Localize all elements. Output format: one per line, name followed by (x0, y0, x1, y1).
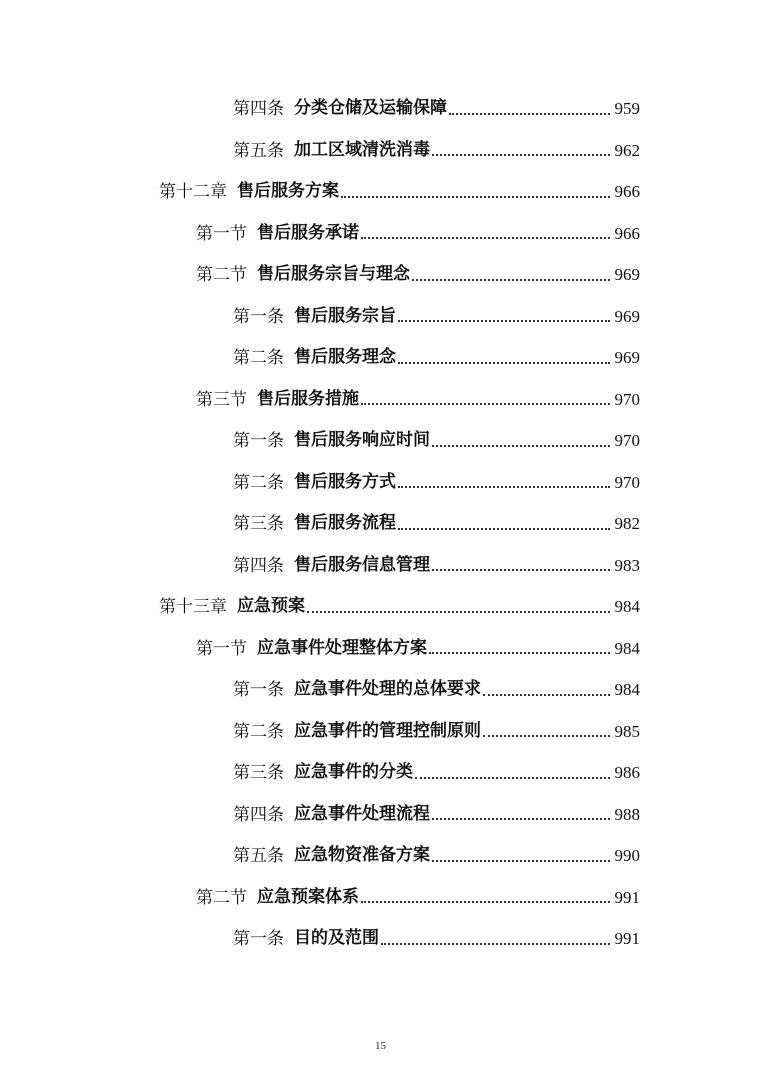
toc-entry-page: 959 (614, 99, 640, 119)
toc-entry-page: 982 (614, 514, 640, 534)
toc-entry-page: 969 (614, 265, 640, 285)
toc-entry[interactable] (0, 337, 761, 379)
toc-entry[interactable] (0, 586, 761, 628)
toc-entry-page: 969 (614, 306, 640, 326)
toc-dot-leader (307, 611, 610, 613)
toc-entry[interactable] (0, 130, 761, 172)
toc-dot-leader (398, 320, 610, 322)
toc-entry-title: 售后服务流程 (294, 513, 396, 534)
toc-entry-title: 售后服务响应时间 (294, 430, 430, 451)
toc-entry-number: 第四条 (233, 555, 284, 575)
toc-entry-number: 第一节 (196, 638, 247, 658)
toc-entry-page: 983 (614, 555, 640, 575)
toc-entry-page: 986 (614, 763, 640, 783)
toc-entry-title: 售后服务宗旨与理念 (257, 264, 410, 285)
toc-entry-number: 第十三章 (159, 597, 227, 617)
toc-entry-number: 第二条 (233, 348, 284, 368)
toc-entry-title: 应急预案体系 (257, 886, 359, 907)
toc-entry-title: 售后服务信息管理 (294, 554, 430, 575)
toc-dot-leader (361, 403, 610, 405)
toc-dot-leader (429, 652, 610, 654)
toc-entry-page: 990 (614, 846, 640, 866)
toc-entry-page: 966 (614, 182, 640, 202)
toc-entry-number: 第一节 (196, 223, 247, 243)
toc-entry[interactable] (0, 171, 761, 213)
toc-entry[interactable] (0, 296, 761, 338)
toc-dot-leader (483, 694, 610, 696)
toc-entry-page: 962 (614, 140, 640, 160)
toc-entry-title: 应急事件处理的总体要求 (294, 679, 481, 700)
toc-dot-leader (361, 237, 610, 239)
toc-entry-page: 969 (614, 348, 640, 368)
toc-entry-title: 加工区域清洗消毒 (294, 139, 430, 160)
toc-entry-title: 售后服务承诺 (257, 222, 359, 243)
toc-dot-leader (483, 735, 610, 737)
toc-entry-title: 应急事件处理整体方案 (257, 637, 427, 658)
toc-entry[interactable] (0, 628, 761, 670)
toc-entry-page: 966 (614, 223, 640, 243)
toc-entry-number: 第四条 (233, 99, 284, 119)
toc-entry-number: 第三条 (233, 763, 284, 783)
toc-dot-leader (381, 943, 610, 945)
toc-entry-title: 目的及范围 (294, 928, 379, 949)
toc-dot-leader (398, 362, 610, 364)
toc-entry-title: 售后服务方案 (237, 181, 339, 202)
toc-entry-page: 970 (614, 389, 640, 409)
toc-entry-page: 991 (614, 887, 640, 907)
toc-entry[interactable] (0, 794, 761, 836)
toc-entry[interactable] (0, 379, 761, 421)
toc-entry-title: 售后服务理念 (294, 347, 396, 368)
toc-dot-leader (398, 528, 610, 530)
toc-dot-leader (432, 445, 610, 447)
toc-entry-number: 第二条 (233, 721, 284, 741)
toc-entry[interactable] (0, 918, 761, 960)
toc-entry-title: 售后服务方式 (294, 471, 396, 492)
toc-entry[interactable] (0, 545, 761, 587)
toc-entry-title: 售后服务措施 (257, 388, 359, 409)
toc-entry-number: 第二条 (233, 472, 284, 492)
toc-entry-number: 第五条 (233, 846, 284, 866)
toc-entry-title: 应急事件的分类 (294, 762, 413, 783)
toc-dot-leader (398, 486, 610, 488)
toc-entry[interactable] (0, 711, 761, 753)
toc-entry-title: 分类仓储及运输保障 (294, 98, 447, 119)
toc-entry-title: 应急预案 (237, 596, 305, 617)
toc-dot-leader (432, 154, 610, 156)
toc-entry-title: 应急事件处理流程 (294, 803, 430, 824)
toc-dot-leader (412, 279, 610, 281)
toc-entry-title: 应急物资准备方案 (294, 845, 430, 866)
toc-dot-leader (449, 113, 610, 115)
toc-entry-title: 应急事件的管理控制原则 (294, 720, 481, 741)
toc-entry[interactable] (0, 420, 761, 462)
toc-entry-page: 988 (614, 804, 640, 824)
toc-entry[interactable] (0, 503, 761, 545)
toc-entry-number: 第十二章 (159, 182, 227, 202)
toc-entry-page: 985 (614, 721, 640, 741)
toc-dot-leader (432, 818, 610, 820)
toc-entry-page: 970 (614, 431, 640, 451)
toc-entry-page: 984 (614, 638, 640, 658)
toc-entry-number: 第二节 (196, 265, 247, 285)
toc-entry-page: 970 (614, 472, 640, 492)
toc-entry-number: 第一条 (233, 680, 284, 700)
toc-entry[interactable] (0, 669, 761, 711)
toc-entry[interactable] (0, 88, 761, 130)
toc-entry-number: 第一条 (233, 431, 284, 451)
page-number: 15 (375, 1040, 386, 1052)
toc-entry[interactable] (0, 835, 761, 877)
table-of-contents (0, 88, 761, 960)
toc-entry-page: 984 (614, 597, 640, 617)
toc-entry-page: 984 (614, 680, 640, 700)
toc-dot-leader (341, 196, 610, 198)
toc-entry-number: 第一条 (233, 306, 284, 326)
toc-entry-number: 第五条 (233, 140, 284, 160)
toc-entry[interactable] (0, 877, 761, 919)
toc-dot-leader (432, 860, 610, 862)
toc-dot-leader (415, 777, 610, 779)
toc-entry[interactable] (0, 462, 761, 504)
toc-dot-leader (361, 901, 610, 903)
toc-entry[interactable] (0, 752, 761, 794)
toc-dot-leader (432, 569, 610, 571)
toc-entry-number: 第一条 (233, 929, 284, 949)
toc-entry-page: 991 (614, 929, 640, 949)
toc-entry[interactable] (0, 254, 761, 296)
toc-entry-number: 第二节 (196, 887, 247, 907)
toc-entry-number: 第三节 (196, 389, 247, 409)
toc-entry[interactable] (0, 213, 761, 255)
toc-entry-number: 第四条 (233, 804, 284, 824)
toc-entry-title: 售后服务宗旨 (294, 305, 396, 326)
toc-entry-number: 第三条 (233, 514, 284, 534)
